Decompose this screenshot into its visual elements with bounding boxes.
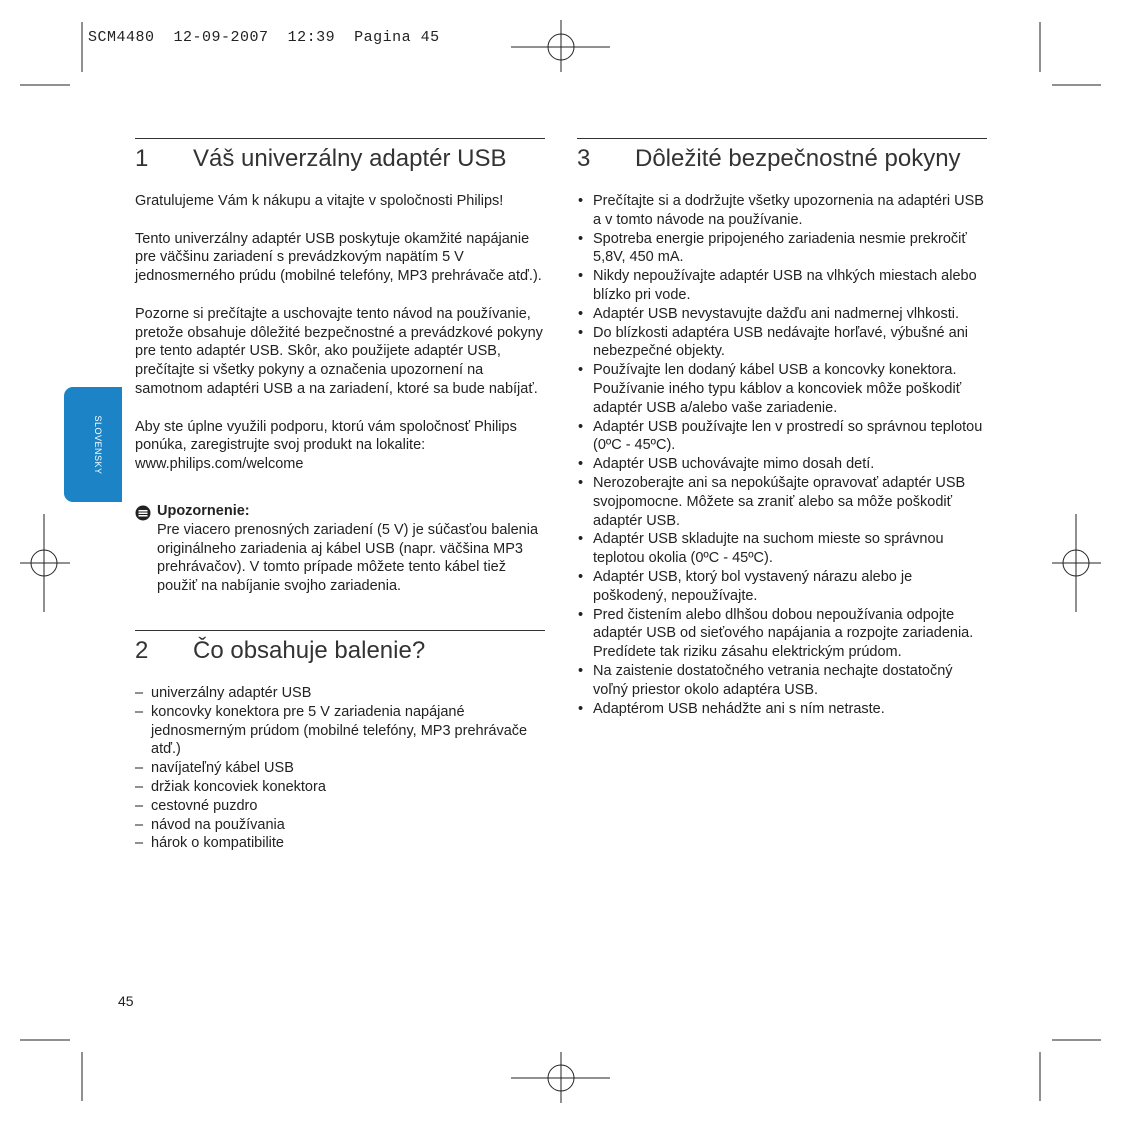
list-item: • Adaptér USB, ktorý bol vystavený nárazu alebo je poškodený, nepoužívajte. (577, 568, 987, 606)
list-item: • Adaptér USB uchovávajte mimo dosah detí. (577, 455, 987, 474)
note-title: Upozornenie: (157, 502, 250, 519)
left-column (135, 138, 545, 853)
registration-mark-left (20, 514, 70, 612)
list-item: • Prečítajte si a dodržujte všetky upozornenia na adaptéri USB a v tomto návode na používanie. (577, 192, 987, 230)
note-text: Pre viacero prenosných zariadení (5 V) je súčasťou balenia originálneho zariadenia aj kábel USB (napr. väčšina MP3 prehrávačov). V tomto prípade môžete tento kábel tiež použiť na nabíjanie svojho zariadenia. (157, 521, 539, 595)
list-item: – univerzálny adaptér USB (135, 684, 545, 703)
note-content (157, 502, 545, 596)
list-item: • Nikdy nepoužívajte adaptér USB na vlhkých miestach alebo blízko pri vode. (577, 267, 987, 305)
section-2-number: 2 (135, 636, 149, 664)
section-3-number: 3 (577, 145, 591, 172)
list-item: • Adaptérom USB nehádžte ani s ním netraste. (577, 700, 987, 719)
section-1 (135, 138, 545, 596)
section-3-heading (577, 144, 987, 174)
print-model: SCM4480 (88, 29, 155, 46)
section-1-paragraph: Aby ste úplne využili podporu, ktorú vám spoločnosť Philips ponúka, zaregistrujte svoj produkt na lokalite: www.philips.com/welcome (135, 418, 517, 473)
list-item: – návod na používania (135, 816, 545, 835)
section-2-title: Čo obsahuje balenie? (193, 636, 426, 664)
section-2 (135, 630, 545, 853)
print-time: 12:39 (287, 29, 336, 46)
list-item: • Do blízkosti adaptéra USB nedávajte horľavé, výbušné ani nebezpečné objekty. (577, 324, 987, 362)
list-item: • Používajte len dodaný kábel USB a koncovky konektora. Používanie iného typu káblov a koncoviek môže poškodiť adaptér USB a/alebo vaše zariadenie. (577, 361, 987, 417)
list-item: • Nerozoberajte ani sa nepokúšajte opravovať adaptér USB svojpomocne. Môžete sa zraniť alebo sa môže poškodiť adaptér USB. (577, 474, 987, 530)
registration-mark-bottom (511, 1052, 610, 1103)
section-1-paragraph: Tento univerzálny adaptér USB poskytuje okamžité napájanie pre väčšinu zariadení s prevádzkovým napätím 5 V jednosmerného prúdu (mobilné telefóny, MP3 prehrávače atď.). (135, 230, 542, 285)
page-number: 45 (118, 993, 134, 1009)
list-item: • Adaptér USB skladujte na suchom mieste so správnou teplotou okolia (0ºC - 45ºC). (577, 530, 987, 568)
section-3 (577, 138, 987, 718)
section-3-title: Dôležité bezpečnostné pokyny (635, 145, 961, 172)
print-date: 12-09-2007 (173, 29, 269, 46)
section-2-heading (135, 636, 545, 666)
safety-instructions-list (577, 192, 987, 718)
section-1-heading (135, 144, 545, 174)
language-tab-label: SLOVENSKY (93, 415, 103, 475)
note-icon (135, 502, 157, 596)
section-1-paragraph: Pozorne si prečítajte a uschovajte tento návod na používanie, pretože obsahuje dôležité bezpečnostné a prevádzkové pokyny pre tento adaptér USB. Skôr, ako použijete adaptér USB, prečítajte si všetky pokyny a označenia upozornení na samotnom adaptéri USB a na zariadení, ktoré sa bude nabíjať. (135, 305, 543, 397)
registration-mark-right (1052, 514, 1101, 612)
print-page-label: Pagina 45 (354, 29, 440, 46)
list-item: – navíjateľný kábel USB (135, 759, 545, 778)
list-item: • Adaptér USB používajte len v prostredí so správnou teplotou (0ºC - 45ºC). (577, 418, 987, 456)
list-item: • Na zaistenie dostatočného vetrania nechajte dostatočný voľný priestor okolo adaptéra USB. (577, 662, 987, 700)
note-box (135, 502, 545, 596)
list-item: – hárok o kompatibilite (135, 834, 545, 853)
package-contents-list (135, 684, 545, 853)
registration-mark-top (511, 20, 610, 72)
section-1-title: Váš univerzálny adaptér USB (193, 145, 507, 172)
list-item: – koncovky konektora pre 5 V zariadenia napájané jednosmerným prúdom (mobilné telefóny, MP3 prehrávače atď.) (135, 703, 545, 759)
list-item: – cestovné puzdro (135, 797, 545, 816)
list-item: • Adaptér USB nevystavujte dažďu ani nadmernej vlhkosti. (577, 305, 987, 324)
right-column (577, 138, 987, 718)
section-1-paragraph: Gratulujeme Vám k nákupu a vitajte v spoločnosti Philips! (135, 193, 504, 209)
list-item: • Pred čistením alebo dlhšou dobou nepoužívania odpojte adaptér USB od sieťového napájania a rozpojte zariadenia. Predídete tak riziku zásahu elektrickým prúdom. (577, 606, 987, 662)
list-item: – držiak koncoviek konektora (135, 778, 545, 797)
section-1-number: 1 (135, 145, 149, 172)
list-item: • Spotreba energie pripojeného zariadenia nesmie prekročiť 5,8V, 450 mA. (577, 230, 987, 268)
